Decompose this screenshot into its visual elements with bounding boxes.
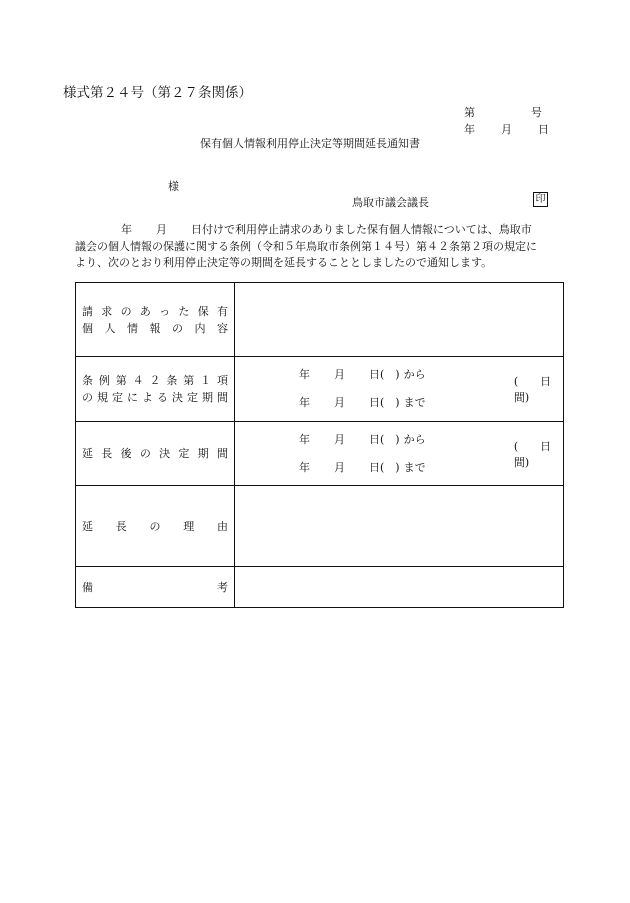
content-label-line-1: 請 求 の あ っ た 保 有 [82,304,228,318]
reason-label [76,486,235,567]
date-year: 年 [464,123,475,136]
extended-label-line: 延 長 後 の 決 定 期 間 [82,447,228,460]
intro-year: 年 [121,223,132,236]
intro-month: 月 [156,223,167,236]
remarks-label-line: 備 考 [82,580,228,594]
table-row [76,422,564,486]
sender-name: 鳥取市議会議長 [352,196,429,209]
intro-line-1-text: 日付けで利用停止請求のありました保有個人情報については、鳥取市 [191,223,532,236]
number-go: 号 [531,106,542,119]
content-value[interactable] [235,283,564,357]
table-row [76,357,564,422]
remarks-label [76,567,235,608]
seal-mark: 印 [533,192,548,207]
addressee: 様 [168,180,179,193]
document-number-line [464,104,542,120]
extended-period-from: 年 月 日( ) から [299,432,426,446]
document-date-line [464,121,549,137]
extended-period-to: 年 月 日( ) まで [299,460,426,474]
article-label-line-1: 条 例 第 ４ ２ 条 第 １ 項 [82,374,228,387]
reason-label-line: 延 長 の 理 由 [82,519,228,533]
table-row [76,567,564,608]
article-period-value[interactable] [235,357,564,422]
article-period-days: ( 日間) [513,375,552,404]
intro-line-1 [75,222,565,239]
notice-table [75,282,564,608]
remarks-value[interactable] [235,567,564,608]
intro-line-3: より、次のとおり利用停止決定等の期間を延長することとしましたので通知します。 [75,256,493,269]
date-month: 月 [501,123,512,136]
intro-paragraph [75,222,565,272]
reason-value[interactable] [235,486,564,567]
document-title: 保有個人情報利用停止決定等期間延長通知書 [200,137,420,150]
intro-line-2: 議会の個人情報の保護に関する条例（令和５年鳥取市条例第１４号）第４２条第２項の規定に [75,239,537,253]
article-label-line-2: の 規 定 に よ る 決 定 期 間 [82,391,228,404]
extended-period-value[interactable] [235,422,564,486]
extended-period-days: ( 日間) [513,439,552,469]
number-dai: 第 [464,106,475,119]
extended-label [76,422,235,486]
table-row [76,283,564,357]
date-day: 日 [538,123,549,136]
article-label [76,357,235,422]
form-number: 様式第２４号（第２７条関係） [63,85,252,101]
article-period-to: 年 月 日( ) まで [299,396,426,409]
table-row [76,486,564,567]
content-label-line-2: 個 人 情 報 の 内 容 [82,321,228,335]
article-period-from: 年 月 日( ) から [299,368,426,381]
content-label [76,283,235,357]
